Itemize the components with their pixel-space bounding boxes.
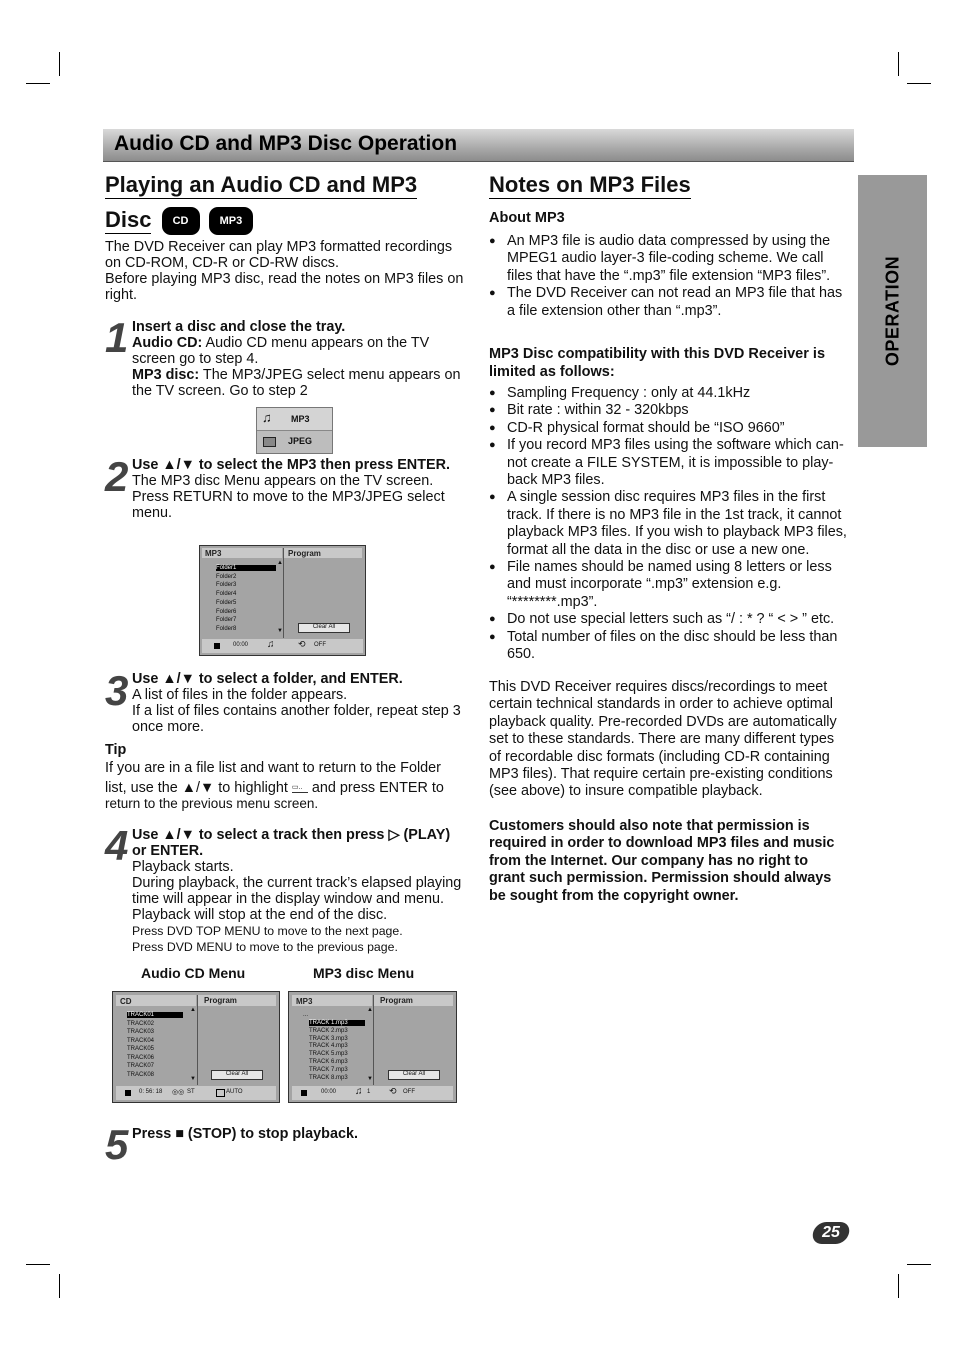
scroll-down-icon[interactable]: ▼: [277, 628, 283, 634]
step-4-small-2: Press DVD MENU to move to the previous page.: [132, 940, 398, 954]
scroll-down-icon[interactable]: ▼: [190, 1076, 196, 1082]
crop-mark: [907, 83, 931, 84]
music-note-icon: ♫: [355, 1086, 363, 1097]
scroll-up-icon[interactable]: ▲: [190, 1007, 196, 1013]
folder-item[interactable]: Folder7: [216, 617, 237, 624]
step-1-mp3-label: MP3 disc:: [132, 367, 200, 383]
screen-status-bar: [116, 1086, 276, 1100]
compat-list: [489, 385, 851, 664]
mp3-track-item[interactable]: TRACK 1.mp3: [309, 1020, 365, 1026]
bullet-item: ● CD-R physical format should be “ISO 9660”: [489, 420, 851, 437]
bullet-item: ● File names should be named using 8 letters or less and must incorporate “.mp3” extension e.g. “********.mp3”.: [489, 559, 851, 611]
folder-item[interactable]: Folder3: [216, 582, 237, 589]
permission-paragraph: Customers should also note that permission is required in order to download MP3 files and music from the Internet. Our company has no right to grant such permission. Permission should always be sought from the copyright owner.: [489, 818, 835, 904]
parent-folder-item[interactable]: ...: [303, 1012, 309, 1018]
tip-line-1: If you are in a file list and want to return to the Folder: [105, 760, 441, 776]
mp3-jpeg-select-menu: [256, 407, 333, 454]
step-4-text-1: Playback starts.: [132, 859, 234, 875]
repeat-icon: ⟲: [389, 1086, 397, 1096]
step-3-title: Use ▲/▼ to select a folder, and ENTER.: [132, 671, 403, 687]
stop-icon: [214, 643, 220, 649]
bullet-item: ● Do not use special letters such as “/ : * ? “ < > ” etc.: [489, 611, 851, 628]
clear-all-button[interactable]: Clear All: [211, 1070, 263, 1080]
folder-item[interactable]: Folder8: [216, 625, 237, 632]
elapsed-time: 0: 56: 18: [139, 1089, 163, 1095]
step-2-text: The MP3 disc Menu appears on the TV screen. Press RETURN to move to the MP3/JPEG select menu.: [132, 473, 445, 521]
crop-mark: [59, 1274, 60, 1298]
select-jpeg-row[interactable]: [257, 431, 332, 453]
tip-box: [105, 742, 465, 812]
crop-mark: [898, 52, 899, 76]
bullet-item: ● The DVD Receiver can not read an MP3 file that has a file extension other than “.mp3”.: [489, 285, 849, 320]
cd-track-item[interactable]: TRACK03: [127, 1029, 155, 1035]
step-1-audio-label: Audio CD:: [132, 335, 203, 351]
step-3-text-2: If a list of files contains another folder, repeat step 3 once more.: [132, 703, 461, 735]
mp3-pill: MP3: [209, 207, 254, 235]
mp3-folder-screen: [199, 545, 366, 656]
scroll-down-icon[interactable]: ▼: [367, 1076, 373, 1082]
step-2: [132, 457, 468, 521]
step-4-title-2: or ENTER.: [132, 843, 204, 859]
screen-right-header: [198, 995, 276, 1006]
folder-item[interactable]: Folder2: [216, 573, 237, 580]
notes-title: Notes on MP3 Files: [489, 172, 691, 197]
step-number-5: 5: [105, 1121, 129, 1168]
step-1-title: Insert a disc and close the tray.: [132, 319, 346, 335]
mp3-track-item[interactable]: TRACK 8.mp3: [309, 1074, 348, 1081]
clear-all-button[interactable]: Clear All: [388, 1070, 440, 1080]
cd-track-item[interactable]: TRACK04: [127, 1037, 155, 1044]
page-number-badge: [811, 1222, 851, 1244]
music-note-icon: ♫: [262, 410, 272, 425]
music-note-icon: ♫: [267, 639, 275, 650]
screen-left-title: CD: [120, 997, 132, 1006]
folder-up-icon: ▭..: [292, 784, 308, 793]
left-intro: [105, 239, 465, 303]
step-1-mp3-text: The MP3/JPEG select menu appears on the TV screen. Go to step 2: [132, 367, 461, 399]
mp3-track-item[interactable]: TRACK 5.mp3: [309, 1051, 348, 1058]
step-number-4: 4: [105, 822, 129, 869]
cd-track-item[interactable]: TRACK08: [127, 1071, 155, 1078]
stereo-icon: ◎◎: [172, 1089, 185, 1096]
repeat-icon: ⟲: [298, 639, 306, 649]
step-4-small-1: Press DVD TOP MENU to move to the next page.: [132, 924, 403, 938]
intro-paragraph-1: The DVD Receiver can play MP3 formatted recordings on CD-ROM, CD-R or CD-RW discs.: [105, 239, 453, 271]
screen-right-title: Program: [380, 996, 413, 1005]
crop-mark: [26, 1264, 50, 1265]
select-mp3-row[interactable]: [257, 408, 332, 431]
cd-track-item[interactable]: TRACK07: [127, 1063, 155, 1069]
tip-line-3: return to the previous menu screen.: [105, 796, 319, 811]
folder-item[interactable]: Folder4: [216, 591, 237, 598]
bullet-item: ● A single session disc requires MP3 files in the first track. If there is no MP3 file in the 1st track, it cannot playback MP3 files. If you wish to playback MP3 files, format all the data in the disc or use a new one.: [489, 489, 851, 559]
mp3-track-item[interactable]: TRACK 6.mp3: [309, 1059, 348, 1065]
audio-cd-menu-label: Audio CD Menu: [141, 965, 246, 981]
mp3-track-screen: [288, 991, 457, 1103]
cd-pill: CD: [162, 207, 200, 235]
step-number-3: 3: [105, 667, 129, 714]
screen-right-title: Program: [288, 549, 321, 558]
step-1: [132, 319, 468, 399]
step-4-text-2: During playback, the current track’s elapsed playing time will appear in the display window and menu. Playback will stop at the end of the disc.: [132, 875, 462, 923]
bullet-item: ● Total number of files on the disc should be less than 650.: [489, 629, 851, 664]
step-4-title-1: Use ▲/▼ to select a track then press ▷ (PLAY): [132, 827, 451, 843]
folder-item[interactable]: Folder6: [216, 608, 237, 615]
screen-left-title: MP3: [296, 997, 313, 1006]
step-5-title: Press ■ (STOP) to stop playback.: [132, 1126, 358, 1142]
auto-label: AUTO: [226, 1089, 243, 1095]
screen-status-bar: [292, 1086, 453, 1100]
screen-left-title: MP3: [205, 549, 222, 558]
mode-icon: [216, 1089, 225, 1097]
crop-mark: [898, 1274, 899, 1298]
stereo-label: ST: [187, 1089, 195, 1095]
repeat-status: OFF: [403, 1089, 415, 1095]
elapsed-time: 00:00: [233, 642, 249, 648]
side-tab: [858, 175, 927, 447]
screen-right-header: [374, 995, 453, 1006]
intro-paragraph-2: Before playing MP3 disc, read the notes on MP3 files on right.: [105, 271, 464, 303]
screen-right-title: Program: [204, 996, 237, 1005]
banner-title: Audio CD and MP3 Disc Operation: [114, 132, 458, 155]
repeat-status: OFF: [314, 642, 326, 648]
screen-left-header: [202, 548, 282, 558]
track-number: 1: [367, 1089, 371, 1095]
screen-right-header: [284, 548, 362, 558]
cd-track-item[interactable]: TRACK02: [127, 1020, 155, 1027]
audio-cd-screen: [112, 991, 280, 1103]
elapsed-time: 00:00: [321, 1089, 337, 1095]
crop-mark: [26, 83, 50, 84]
select-mp3-label: MP3: [291, 414, 310, 424]
left-title: [105, 172, 435, 235]
bullet-item: ● Sampling Frequency : only at 44.1kHz: [489, 385, 851, 402]
mp3-disc-menu-label: MP3 disc Menu: [313, 965, 415, 981]
mp3-track-item[interactable]: TRACK 7.mp3: [309, 1066, 348, 1073]
step-number-2: 2: [105, 453, 129, 500]
cd-track-item[interactable]: TRACK06: [127, 1054, 155, 1061]
step-3: [132, 671, 468, 735]
tip-title: Tip: [105, 742, 127, 758]
step-2-title: Use ▲/▼ to select the MP3 then press ENTER.: [132, 457, 450, 473]
about-mp3-title: About MP3: [489, 210, 565, 226]
cd-track-item[interactable]: TRACK05: [127, 1046, 155, 1052]
scroll-up-icon[interactable]: ▲: [367, 1007, 373, 1013]
mp3-track-item[interactable]: TRACK 3.mp3: [309, 1035, 348, 1042]
bullet-item: ● An MP3 file is audio data compressed by using the MPEG1 audio layer-3 file-coding scheme. We call files that have the “.mp3” file extension “MP3 files”.: [489, 233, 849, 285]
folder-item[interactable]: Folder5: [216, 599, 237, 606]
bullet-item: ● If you record MP3 files using the software which can-not create a FILE SYSTEM, it is impossible to play-back MP3 files.: [489, 437, 851, 489]
right-title: [489, 172, 691, 198]
crop-mark: [907, 1264, 931, 1265]
screen-left-header: [292, 995, 372, 1006]
stop-icon: [125, 1090, 131, 1096]
crop-mark: [59, 52, 60, 76]
compat-title: MP3 Disc compatibility with this DVD Receiver is limited as follows:: [489, 346, 826, 380]
cd-track-item[interactable]: TRACK01: [127, 1012, 183, 1018]
tip-line-2b: and press ENTER to: [311, 780, 444, 796]
bullet-item: ● Bit rate : within 32 - 320kbps: [489, 402, 851, 419]
clear-all-button[interactable]: Clear All: [298, 623, 350, 633]
step-number-1: 1: [105, 314, 129, 361]
standards-paragraph: This DVD Receiver requires discs/recordings to meet certain technical standards in order to achieve optimal playback quality. Pre-recorded DVDs are automatically set to these standards. There are many different types of recordable disc formats (including CD-R containing MP3 files). That require certain pre-existing conditions (see above) to insure compatible playback.: [489, 679, 837, 800]
picture-icon: [263, 437, 276, 447]
folder-item[interactable]: Folder1: [216, 565, 276, 571]
step-1-audio-text: Audio CD menu appears on the TV screen go to step 4.: [132, 335, 430, 367]
tip-line-2a: list, use the ▲/▼ to highlight: [105, 780, 288, 796]
about-mp3-list: [489, 233, 849, 320]
left-title-line2: Disc: [105, 207, 152, 232]
step-4: [132, 827, 472, 955]
screen-left-header: [116, 995, 196, 1006]
left-title-line1: Playing an Audio CD and MP3: [105, 172, 418, 197]
page-number: 25: [822, 1224, 840, 1241]
scroll-up-icon[interactable]: ▲: [277, 560, 283, 566]
stop-icon: [301, 1090, 307, 1096]
step-3-text-1: A list of files in the folder appears.: [132, 687, 348, 703]
mp3-track-item[interactable]: TRACK 2.mp3: [309, 1027, 348, 1034]
side-tab-label: OPERATION: [882, 255, 903, 367]
select-jpeg-label: JPEG: [288, 436, 313, 446]
section-banner: [103, 129, 854, 162]
mp3-track-item[interactable]: TRACK 4.mp3: [309, 1043, 348, 1050]
screen-status-bar: [202, 639, 363, 653]
